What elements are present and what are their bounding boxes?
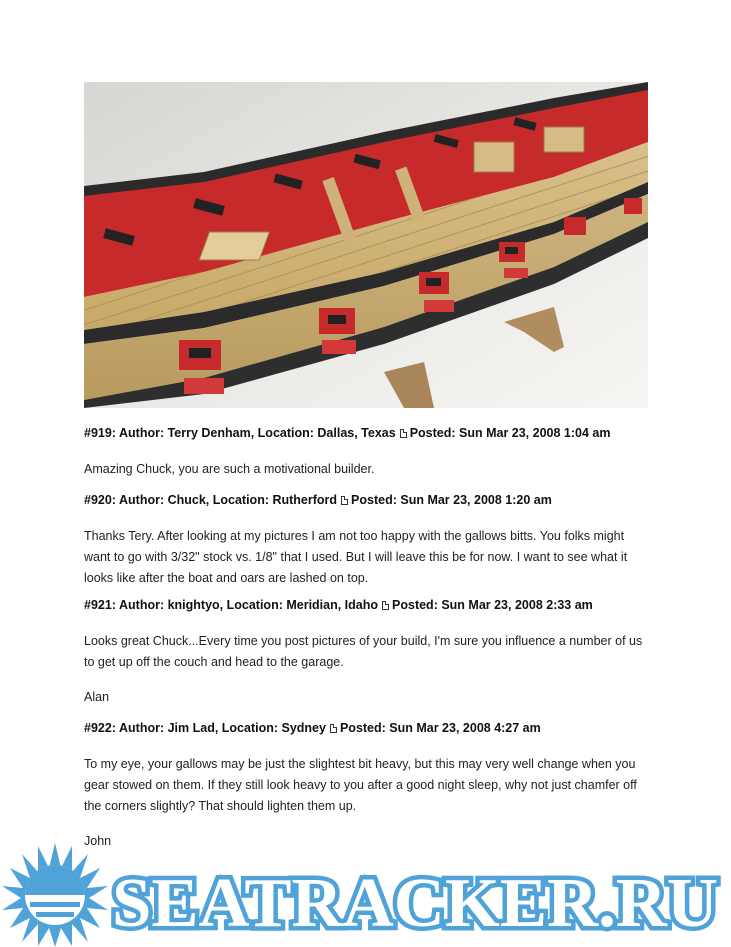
post-signature-921: Alan <box>84 690 110 704</box>
post-number: #921: <box>84 598 116 612</box>
ship-model-photo <box>84 82 648 408</box>
post-body-922: To my eye, your gallows may be just the slightest bit heavy, but this may very well change when you gear stowed on them. If they still look heavy to you after a good night sleep, why not just chamfer off the corners slightly? That should lighten them up. <box>84 757 637 813</box>
post-signature-922: John <box>84 834 112 848</box>
post-body-920: Thanks Tery. After looking at my pictures I am not too happy with the gallows bitts. You folks might want to go with 3/32" stock vs. 1/8" that I used. But I will leave this be for now. I want to see what it looks like after the boat and oars are lashed on top. <box>84 529 628 585</box>
post-author: Author: knightyo, Location: Meridian, Idaho <box>119 598 379 612</box>
post-author: Author: Chuck, Location: Rutherford <box>119 493 338 507</box>
post-date: Posted: Sun Mar 23, 2008 4:27 am <box>339 721 541 735</box>
document-icon <box>341 496 348 505</box>
post-author: Author: Terry Denham, Location: Dallas, Texas <box>119 426 396 440</box>
post-header-919 <box>84 426 610 440</box>
post-number: #919: <box>84 426 116 440</box>
document-icon <box>330 724 337 733</box>
watermark-text: SEATRACKER.RU <box>112 865 718 942</box>
post-date: Posted: Sun Mar 23, 2008 1:20 am <box>351 493 552 507</box>
post-number: #920: <box>84 493 116 507</box>
sun-logo-icon <box>2 843 108 947</box>
post-date: Posted: Sun Mar 23, 2008 2:33 am <box>392 598 593 612</box>
post-body-921: Looks great Chuck...Every time you post pictures of your build, I'm sure you influence a number of us to get up off the couch and head to the garage. <box>84 634 643 669</box>
post-header-922 <box>84 721 541 735</box>
post-header-921 <box>84 598 593 612</box>
post-author: Author: Jim Lad, Location: Sydney <box>119 721 326 735</box>
post-header-920 <box>84 493 552 507</box>
seatracker-watermark <box>0 838 731 947</box>
post-date: Posted: Sun Mar 23, 2008 1:04 am <box>409 426 611 440</box>
document-icon <box>400 429 407 438</box>
post-number: #922: <box>84 721 116 735</box>
document-icon <box>382 601 389 610</box>
post-body-919: Amazing Chuck, you are such a motivational builder. <box>84 462 375 476</box>
